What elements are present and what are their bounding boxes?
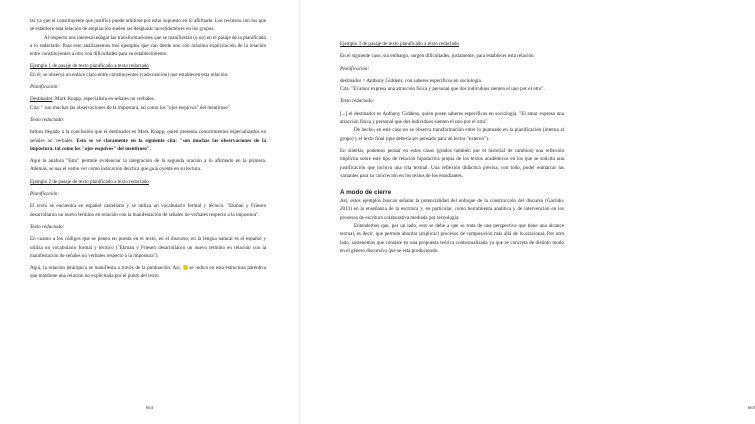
page-number-right: 665 — [748, 405, 755, 410]
example-2-plan-label: Planificación: — [30, 191, 60, 198]
example-2-analysis-a: Aquí, la relación jerárquica se manifiesta a través de la puntuación. Así, — [30, 265, 183, 272]
example-1-plan — [30, 95, 266, 103]
paragraph-closing-2: Entendemos que, por un lado, esto se debe a que se trata de una perspectiva que tiene una alcance textual, es decir, que permite abordar (explicar) procesos de composición más allá de lo oracional. Por otro lado, sostenemos que consiste en una propuesta teórica contextualizada ya que se concreta de distinto modo en el género discursivo que se está produciendo. — [340, 223, 564, 254]
example-3-redacted-label: Texto redactado: — [340, 98, 375, 105]
right-page-column — [340, 40, 564, 255]
paragraph-synthesis: En síntesis, podemos pensar en estos casos (grados también por el historial de cambios) una reflexión implícita sobre este tipo de relación hipotáctica propia de los textos académicos en los que se solicita una justificación que incluya una cita textual. Una reflexión didáctica precisa, con todo, poder enmarcar las variantes para su concreción en los textos de los estudiantes. — [340, 147, 564, 179]
example-1-analysis: Aquí la anáfora "Esto" permite evidenciar la integración de la segunda oración a lo afirmado en la primera. Además, se usa el verbo ver como indicación deíctica que guía oyente en su lectura. — [30, 158, 266, 173]
example-1-redacted — [30, 128, 266, 153]
example-1-cita: Cita: " son muchas las observaciones de la impostura, tal como los "ojos esquivos" del mentiroso" — [30, 104, 230, 111]
example-1-plan-lead: Destinador — [30, 96, 53, 103]
example-2-redacted: En cuanto a los códigos que se ponen en puesta en el texto, en el discurso, en la lengua natural es el español y utiliza un vocabulario formal y técnico ("Ekman y Friesen desarrollaron un nuevo término en relación con la manifestación de señales no verbales respecto a la impostura"). — [30, 236, 266, 259]
example-1-title: Ejemplo 1 de pasaje de texto planificado a texto redactado — [30, 63, 149, 70]
example-1-plan-label: Planificación: — [30, 84, 60, 91]
paragraph-transformation: De hecho, en este caso no se observa transformación entre lo puntuado en la planificación (interna al grupo) y el texto final (que debería ser pensado para un lector "externo"). — [340, 127, 564, 142]
highlight-marker-icon — [183, 265, 188, 270]
example-3-body: En el siguiente caso, sin embargo, surgen dificultades, justamente, para establecer esta relación. — [340, 53, 535, 60]
example-3-cita: Cita: "El amor expresa una atracción física y personal que dos individuos sienten el uno por el otro". — [340, 86, 545, 93]
left-page — [0, 0, 300, 424]
paragraph-closing-1: Así, estos ejemplos buscan señalar la potencialidad del enfoque de la construcción del discurso (Garrido, 2013) en la enseñanza de la escritura y, en particular, como herramienta analítica y de intervención en los procesos de escritura colaborativa mediada por tecnología. — [340, 198, 564, 221]
paragraph-intro-examples: Al respecto nos interesa indagar las transformaciones que se manifiestan (o no) en el pasaje de la planificado a lo redactado. Para esto analizaremos tres ejemplos que van desde uno con máxima explicitación de la relación entre constituyentes a otro con dificultades para su establecimiento. — [30, 34, 266, 58]
example-3-title: Ejemplo 3 de pasaje de texto planificado a texto redactado — [340, 41, 459, 47]
example-2-redacted-label: Texto redactado: — [30, 223, 65, 230]
example-3-plan: destinador = Anthony Giddens, con saberes específicos en sociología. — [340, 77, 483, 84]
example-2-analysis-b: se indica en esta estructura paréntica que mantiene una relación no explicitada por el punto del texto. — [30, 265, 266, 280]
paragraph-continuation: tar ya que el constituyente que justifica puede omitirse por estar supuesto en lo afirmado. Los recursos con los que se establece esta relación de ampliación suelen ser desplazar incertidumbres en los grupos. — [30, 18, 266, 33]
example-1-redacted-label: Texto redactado: — [30, 116, 65, 123]
example-1-plan-text: : Mark Knapp, especialista en señales no verbales. — [52, 96, 155, 103]
example-3-plan-label: Planificación: — [340, 65, 370, 72]
example-1-body: En él, se observa un enlace claro entre constituyentes (cada oración) que establecen esta relación: — [30, 71, 229, 78]
example-1-redacted-text: hemos llegado a la conclusión que el destinador es Mark Knapp, quien presenta conocimientos especializados en señales no verbales. — [30, 129, 266, 144]
example-3-redacted: [...] el destinador es Anthony Giddens, quien posee saberes específicos en sociología. "El amor expresa una atracción física y personal que dos individuos sienten el uno por el otro". — [340, 110, 564, 126]
example-2-plan: El texto se encuentra en español castellano y se utiliza un vocabulario formal y técnico. "Ekman y Friesen desarrollaron un nuevo término en relación con la manifestación de señales no verbales respecto a la impostura". — [30, 203, 266, 218]
example-1-redacted-bold: Esto se ve claramente en la siguiente cita: "son muchas las observaciones de la impostura, tal como los "ojos esquivos" del mentiroso". — [30, 137, 266, 152]
section-heading: A modo de cierre — [340, 189, 392, 197]
page-number-left: 664 — [146, 405, 153, 410]
left-page-column — [30, 17, 266, 281]
example-2-title: Ejemplo 2 de pasaje de texto planificado a texto redactado — [30, 178, 149, 185]
example-2-analysis — [30, 264, 266, 281]
